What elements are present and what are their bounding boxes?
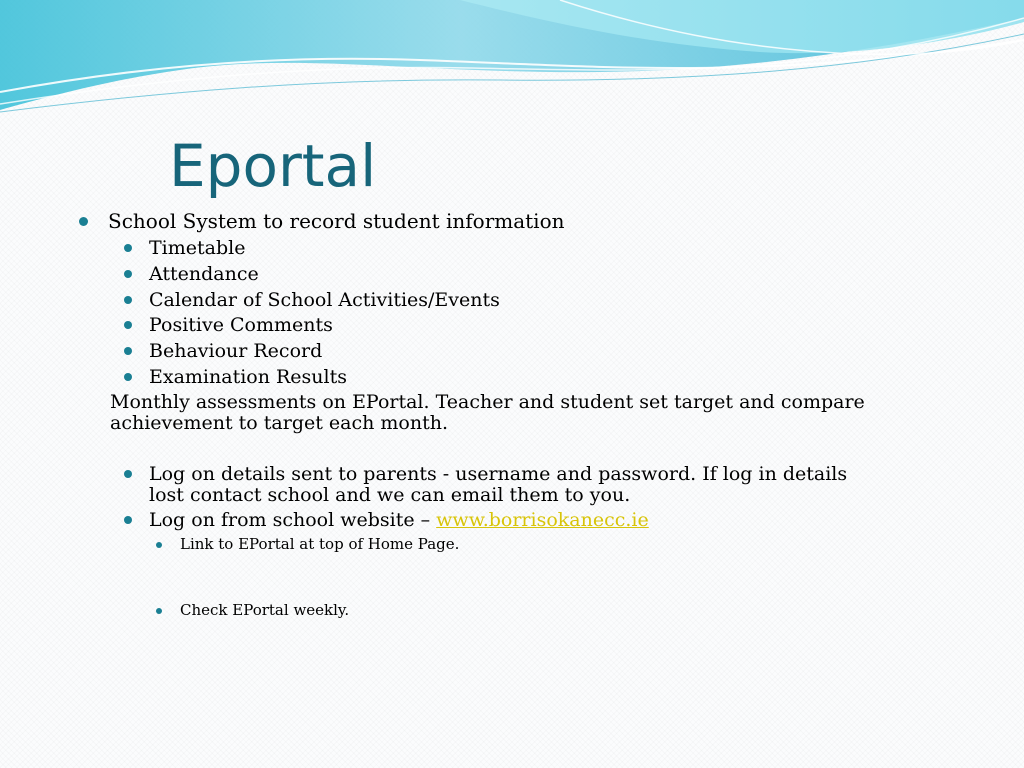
logon-details-line1: Log on details sent to parents - username and password. If log in details: [149, 463, 848, 485]
check-weekly-note: Check EPortal weekly.: [180, 601, 350, 619]
intro-text: School System to record student information: [108, 209, 565, 233]
assessments-text-line2: achievement to target each month.: [110, 412, 449, 434]
feature-item: Attendance: [149, 263, 259, 285]
feature-item: Behaviour Record: [149, 340, 323, 362]
feature-item: Examination Results: [149, 366, 347, 388]
link-note: Link to EPortal at top of Home Page.: [180, 535, 460, 553]
bullet-icon: [124, 373, 132, 381]
header-wave-decoration: [0, 0, 1024, 130]
slide-title: Eportal: [169, 132, 377, 200]
bullet-icon: [124, 296, 132, 304]
feature-item: Calendar of School Activities/Events: [149, 289, 500, 311]
bullet-icon: [124, 470, 132, 478]
bullet-icon: [124, 244, 132, 252]
logon-from-item: [149, 509, 649, 531]
logon-from-text: Log on from school website –: [149, 509, 437, 531]
feature-item: Positive Comments: [149, 314, 333, 336]
bullet-icon: [124, 321, 132, 329]
bullet-icon: [124, 347, 132, 355]
website-link[interactable]: www.borrisokanecc.ie: [436, 509, 649, 531]
bullet-icon: [79, 217, 88, 226]
feature-item: Timetable: [149, 237, 246, 259]
logon-details-line2: lost contact school and we can email them to you.: [149, 484, 631, 506]
assessments-text-line1: Monthly assessments on EPortal. Teacher and student set target and compare: [110, 391, 865, 413]
bullet-icon: [124, 270, 132, 278]
bullet-icon: [156, 608, 162, 614]
bullet-icon: [156, 542, 162, 548]
bullet-icon: [124, 516, 132, 524]
